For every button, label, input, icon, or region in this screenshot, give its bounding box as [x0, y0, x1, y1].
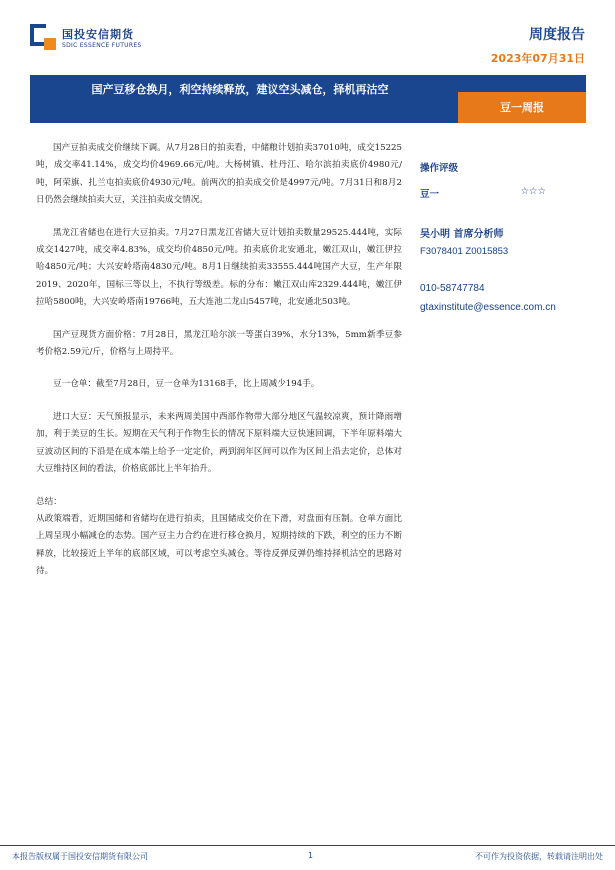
title-banner — [30, 75, 586, 123]
report-date: 2023年07月31日 — [490, 52, 585, 65]
logo-mark-icon — [30, 24, 56, 50]
rating-stars-icon: ☆☆☆ — [520, 186, 546, 197]
paragraph-provincial-auction: 黑龙江省储也在进行大豆拍卖。7月27日黑龙江省储大豆计划拍卖数量29525.444吨，实际成交1427吨，成交率4.83%，成交均价4850元/吨。拍卖底价北安通北，嫩江双山，嫩江伊拉哈4850元/吨；大兴安岭塔南4830元/吨。8月1日继续拍卖33555.444吨国产大豆，生产年限2019、2020年，国标三等以上，不执行等级差。标的分布：嫩江双山库2329.444吨，嫩江伊拉哈5800吨，大兴安岭塔南19766吨，五大连池二龙山5457吨，北安通北503吨。 — [36, 227, 402, 308]
paragraph-spot-price: 国产豆现货方面价格：7月28日，黑龙江哈尔滨一等蛋白39%，水分13%，5mm新季豆参考价格2.59元/斤，价格与上周持平。 — [36, 329, 402, 358]
logo-name-cn: 国投安信期货 — [62, 27, 134, 41]
report-title: 国产豆移仓换月，利空持续释放，建议空头减仓，择机再沽空 — [91, 83, 389, 96]
footer-divider — [0, 845, 615, 846]
summary-text: 从政策端看，近期国储和省储均在进行拍卖，且国储成交价在下滑，对盘面有压制。仓单方面比上周呈现小幅减仓的态势。国产豆主力合约在进行移仓换月，短期持续的下跌，利空的压力不断释放，比较接近上半年的底部区域，可以考虑空头减仓。等待反弹反弹仍维持择机沽空的思路对待。 — [36, 513, 402, 577]
paragraph-imported-soybean: 进口大豆：天气预报显示，未来两周美国中西部作物带大部分地区气温较凉爽，预计降雨增加，利于美豆的生长。短期在天气利于作物生长的情况下原料端大豆快速回调，下半年原料端大豆波动区间的下沿是在成本端上给予一定定价，两到润年区间可以作为区间上沿去定价，总体对大豆维持区间的看法，价格底部比上半年抬升。 — [36, 411, 402, 475]
report-body — [36, 140, 402, 581]
page-number: 1 — [308, 851, 314, 860]
footer-disclaimer: 不可作为投资依据，转载请注明出处 — [475, 852, 603, 861]
rating-title: 操作评级 — [420, 163, 459, 174]
company-logo — [30, 24, 142, 50]
rating-row — [420, 186, 546, 200]
contact-email: gtaxinstitute@essence.com.cn — [420, 302, 556, 313]
analyst-name: 吴小明 首席分析师 — [420, 229, 504, 240]
paragraph-warehouse-receipts: 豆一仓单：截至7月28日，豆一仓单为13168手，比上周减少194手。 — [53, 379, 320, 390]
rating-item: 豆一 — [420, 189, 440, 200]
report-header — [491, 24, 585, 66]
report-category-tab: 豆一周报 — [458, 92, 586, 123]
footer-copyright: 本报告版权属于国投安信期货有限公司 — [12, 852, 148, 861]
analyst-certificates: F3078401 Z0015853 — [420, 246, 509, 257]
logo-name-en: SDIC ESSENCE FUTURES — [62, 41, 142, 49]
sidebar — [420, 160, 610, 313]
contact-phone: 010-58747784 — [420, 283, 485, 294]
report-type: 周度报告 — [529, 27, 585, 43]
summary-title: 总结： — [36, 496, 62, 507]
paragraph-auction: 国产豆拍卖成交价继续下调。从7月28日的拍卖看，中储粮计划拍卖37010吨，成交15225吨，成交率41.14%，成交均价4969.66元/吨。大杨树镇、杜丹江、哈尔滨拍卖底价4980元/吨，阿荣旗、扎兰屯拍卖底价4930元/吨。前两次的拍卖成交价是4997元/吨。7月31日和8月2日仍然会继续拍卖大豆，关注拍卖成交情况。 — [36, 143, 402, 206]
